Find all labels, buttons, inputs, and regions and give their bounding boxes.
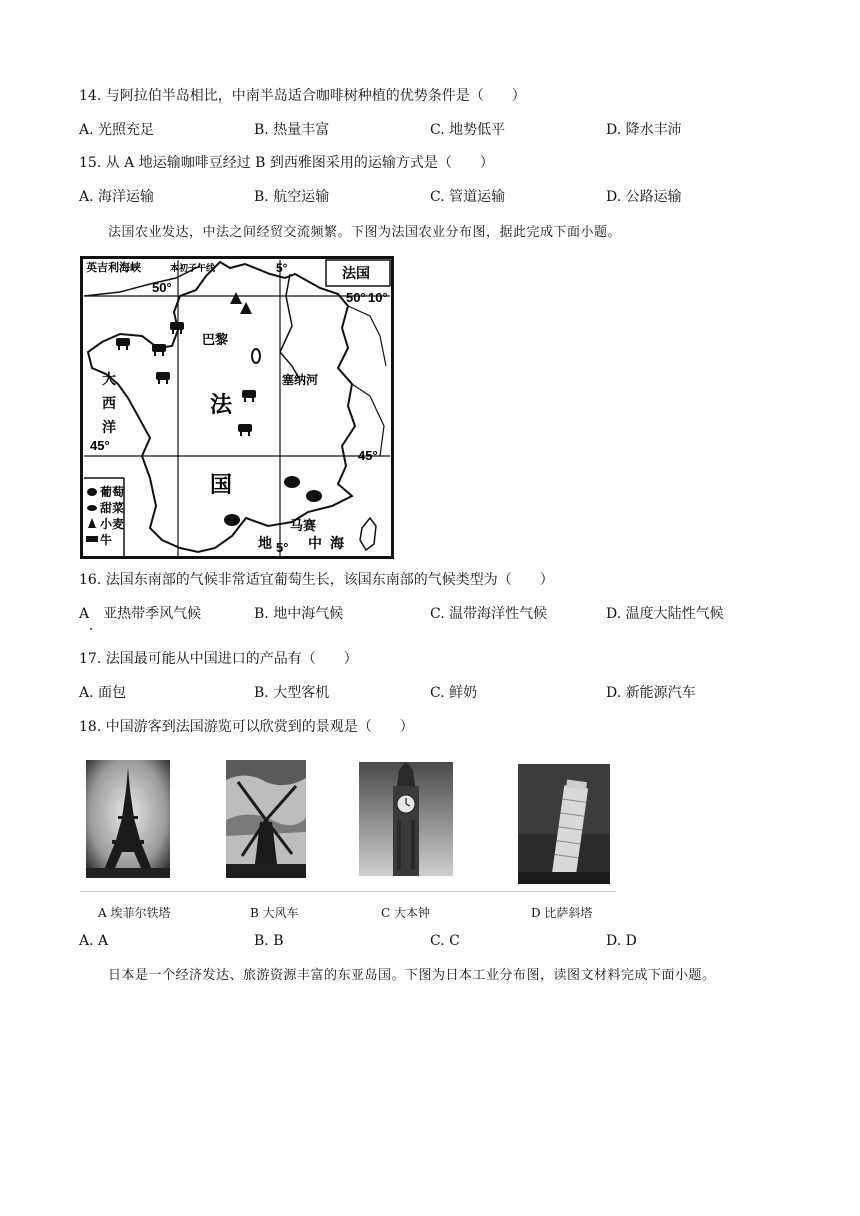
seine-label: 塞纳河 bbox=[282, 373, 319, 387]
med-label-2: 中 bbox=[308, 535, 322, 551]
q14-option-d[interactable]: D. 降水丰沛 bbox=[606, 122, 682, 138]
map-title: 法国 bbox=[342, 265, 370, 281]
lon10-label: 10° bbox=[368, 290, 388, 305]
q16-option-a[interactable]: A 亚热带季风气候 bbox=[79, 606, 202, 622]
caption-a: A 埃菲尔铁塔 bbox=[98, 906, 171, 920]
lat45-left: 45° bbox=[90, 438, 110, 453]
q17-option-b[interactable]: B. 大型客机 bbox=[254, 685, 330, 701]
strait-label: 英吉利海峡 bbox=[86, 262, 141, 274]
caption-c: C 大本钟 bbox=[381, 906, 430, 920]
france-agriculture-map bbox=[80, 256, 394, 559]
legend-grape: 葡萄 bbox=[100, 485, 125, 499]
paris-label: 巴黎 bbox=[202, 332, 229, 347]
lat45-right: 45° bbox=[358, 448, 378, 463]
stray-dot bbox=[90, 628, 92, 630]
legend-cattle: 牛 bbox=[100, 533, 113, 547]
question-17-stem: 17. 法国最可能从中国进口的产品有（ ） bbox=[79, 651, 358, 667]
lon5-top: 5° bbox=[276, 261, 288, 275]
lon5-bottom: 5° bbox=[276, 540, 289, 555]
question-16-stem: 16. 法国东南部的气候非常适宜葡萄生长，该国东南部的气候类型为（ ） bbox=[79, 572, 554, 588]
lat50-right: 50° bbox=[346, 290, 366, 305]
atlantic-label-2: 西 bbox=[102, 395, 116, 411]
big-ben-photo bbox=[359, 762, 453, 876]
photo-separator bbox=[80, 891, 616, 892]
legend-grape-icon bbox=[87, 488, 97, 496]
q16-option-d[interactable]: D. 温度大陆性气候 bbox=[606, 606, 724, 622]
caption-b: B 大风车 bbox=[250, 906, 299, 920]
med-label-1: 地 bbox=[258, 535, 272, 551]
q17-option-a[interactable]: A. 面包 bbox=[79, 685, 127, 701]
question-18-stem: 18. 中国游客到法国游览可以欣赏到的景观是（ ） bbox=[79, 719, 414, 735]
q15-option-d[interactable]: D. 公路运输 bbox=[606, 189, 682, 205]
legend-wheat: 小麦 bbox=[100, 517, 125, 531]
q14-option-b[interactable]: B. 热量丰富 bbox=[254, 122, 330, 138]
q16-option-b[interactable]: B. 地中海气候 bbox=[254, 606, 344, 622]
q18-option-a[interactable]: A. A bbox=[79, 933, 109, 949]
legend-beet: 甜菜 bbox=[100, 501, 125, 515]
eiffel-tower-photo bbox=[86, 760, 170, 878]
q16-option-c[interactable]: C. 温带海洋性气候 bbox=[430, 606, 548, 622]
legend-cattle-icon bbox=[86, 536, 98, 542]
marseille-label: 马赛 bbox=[290, 518, 317, 533]
q18-option-b[interactable]: B. B bbox=[254, 933, 284, 949]
fa-label: 法 bbox=[210, 392, 233, 417]
question-15-stem: 15. 从 A 地运输咖啡豆经过 B 到西雅图采用的运输方式是（ ） bbox=[79, 155, 494, 171]
caption-d: D 比萨斜塔 bbox=[531, 906, 593, 920]
q14-option-c[interactable]: C. 地势低平 bbox=[430, 122, 506, 138]
windmill-photo bbox=[226, 760, 306, 878]
france-intro: 法国农业发达，中法之间经贸交流频繁。下图为法国农业分布图，据此完成下面小题。 bbox=[108, 225, 622, 240]
question-14-stem: 14. 与阿拉伯半岛相比，中南半岛适合咖啡树种植的优势条件是（ ） bbox=[79, 88, 526, 104]
pisa-tower-photo bbox=[518, 764, 610, 884]
q18-option-c[interactable]: C. C bbox=[430, 933, 460, 949]
q18-option-d[interactable]: D. D bbox=[606, 933, 637, 949]
lat50-left: 50° bbox=[152, 280, 172, 295]
q15-option-a[interactable]: A. 海洋运输 bbox=[79, 189, 155, 205]
meridian-label: 本初子午线 bbox=[170, 263, 216, 273]
q17-option-c[interactable]: C. 鲜奶 bbox=[430, 685, 478, 701]
q15-option-c[interactable]: C. 管道运输 bbox=[430, 189, 506, 205]
legend-beet-icon bbox=[87, 505, 97, 511]
japan-intro: 日本是一个经济发达、旅游资源丰富的东亚岛国。下图为日本工业分布图，读图文材料完成下面小题。 bbox=[108, 968, 716, 983]
q14-option-a[interactable]: A. 光照充足 bbox=[79, 122, 155, 138]
med-label-3: 海 bbox=[330, 535, 344, 551]
atlantic-label-3: 洋 bbox=[102, 419, 116, 435]
guo-label: 国 bbox=[210, 472, 233, 497]
q17-option-d[interactable]: D. 新能源汽车 bbox=[606, 685, 696, 701]
atlantic-label-1: 大 bbox=[102, 371, 116, 387]
q15-option-b[interactable]: B. 航空运输 bbox=[254, 189, 330, 205]
